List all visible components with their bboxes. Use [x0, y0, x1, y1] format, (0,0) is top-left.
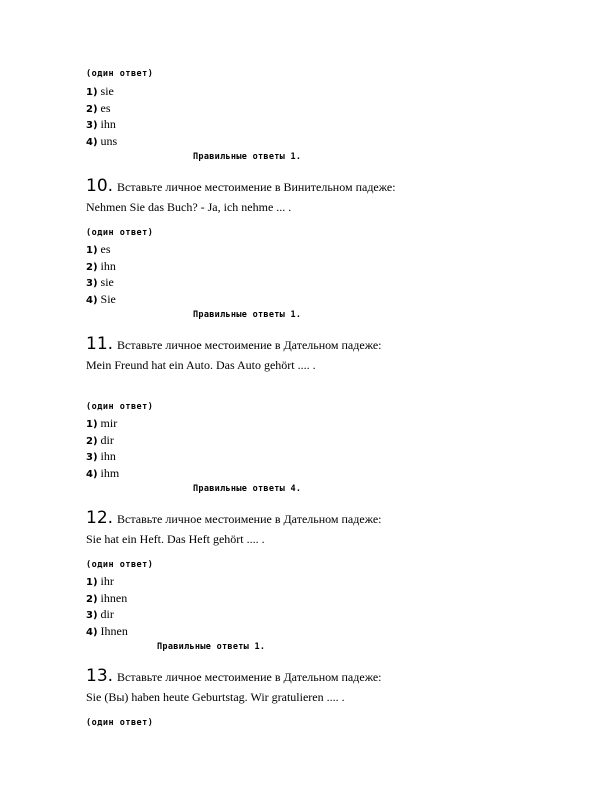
option-item[interactable] — [86, 449, 116, 464]
option-item[interactable] — [86, 607, 114, 622]
hint-one-answer: (один ответ) — [86, 560, 154, 570]
option-number: 1) — [86, 87, 98, 98]
option-number: 2) — [86, 262, 98, 273]
correct-answer: Правильные ответы 1. — [193, 310, 302, 320]
option-number: 3) — [86, 278, 98, 289]
option-item[interactable] — [86, 624, 128, 639]
option-item[interactable] — [86, 433, 114, 448]
option-number: 4) — [86, 137, 98, 148]
option-text: ihn — [100, 117, 116, 131]
question-stem: Sie hat ein Heft. Das Heft gehört .... . — [86, 532, 265, 546]
correct-answer: Правильные ответы 4. — [193, 484, 302, 494]
option-item[interactable] — [86, 574, 114, 589]
question-instruction: Вставьте личное местоимение в Дательном падеже: — [117, 338, 382, 352]
option-number: 1) — [86, 419, 98, 430]
option-item[interactable] — [86, 416, 117, 431]
option-text: uns — [100, 134, 118, 148]
question-header — [86, 176, 396, 196]
question-number: 13. — [86, 666, 114, 686]
question-number: 10. — [86, 176, 114, 196]
option-number: 2) — [86, 436, 98, 447]
option-item[interactable] — [86, 275, 114, 290]
option-text: ihn — [100, 449, 116, 463]
option-text: dir — [100, 607, 114, 621]
option-text: mir — [100, 416, 118, 430]
hint-one-answer: (один ответ) — [86, 69, 154, 79]
question-instruction: Вставьте личное местоимение в Винительном падеже: — [117, 180, 396, 194]
option-number: 3) — [86, 120, 98, 131]
option-text: es — [100, 242, 111, 256]
option-item[interactable] — [86, 242, 111, 257]
option-number: 3) — [86, 610, 98, 621]
option-text: ihnen — [100, 591, 128, 605]
option-number: 3) — [86, 452, 98, 463]
option-item[interactable] — [86, 466, 119, 481]
option-text: dir — [100, 433, 114, 447]
option-item[interactable] — [86, 117, 116, 132]
option-text: es — [100, 101, 111, 115]
option-number: 4) — [86, 469, 98, 480]
option-text: sie — [100, 275, 114, 289]
correct-answer: Правильные ответы 1. — [157, 642, 266, 652]
hint-one-answer: (один ответ) — [86, 718, 154, 728]
option-item[interactable] — [86, 591, 127, 606]
option-text: sie — [100, 84, 114, 98]
question-stem: Sie (Вы) haben heute Geburtstag. Wir gratulieren .... . — [86, 690, 345, 704]
option-number: 1) — [86, 577, 98, 588]
option-text: Sie — [100, 292, 116, 306]
option-number: 4) — [86, 295, 98, 306]
hint-one-answer: (один ответ) — [86, 402, 154, 412]
option-number: 2) — [86, 104, 98, 115]
option-number: 2) — [86, 594, 98, 605]
option-item[interactable] — [86, 259, 116, 274]
hint-one-answer: (один ответ) — [86, 228, 154, 238]
option-text: ihn — [100, 259, 116, 273]
option-item[interactable] — [86, 134, 117, 149]
question-instruction: Вставьте личное местоимение в Дательном падеже: — [117, 670, 382, 684]
question-header — [86, 666, 382, 686]
question-stem: Mein Freund hat ein Auto. Das Auto gehört .... . — [86, 358, 316, 372]
question-header — [86, 334, 382, 354]
question-stem: Nehmen Sie das Buch? - Ja, ich nehme ... . — [86, 200, 292, 214]
question-header — [86, 508, 382, 528]
option-text: Ihnen — [100, 624, 128, 638]
option-text: ihm — [100, 466, 120, 480]
option-item[interactable] — [86, 292, 116, 307]
question-number: 12. — [86, 508, 114, 528]
option-text: ihr — [100, 574, 114, 588]
question-number: 11. — [86, 334, 114, 354]
option-item[interactable] — [86, 84, 114, 99]
option-number: 4) — [86, 627, 98, 638]
correct-answer: Правильные ответы 1. — [193, 152, 302, 162]
option-number: 1) — [86, 245, 98, 256]
question-instruction: Вставьте личное местоимение в Дательном падеже: — [117, 512, 382, 526]
option-item[interactable] — [86, 101, 111, 116]
